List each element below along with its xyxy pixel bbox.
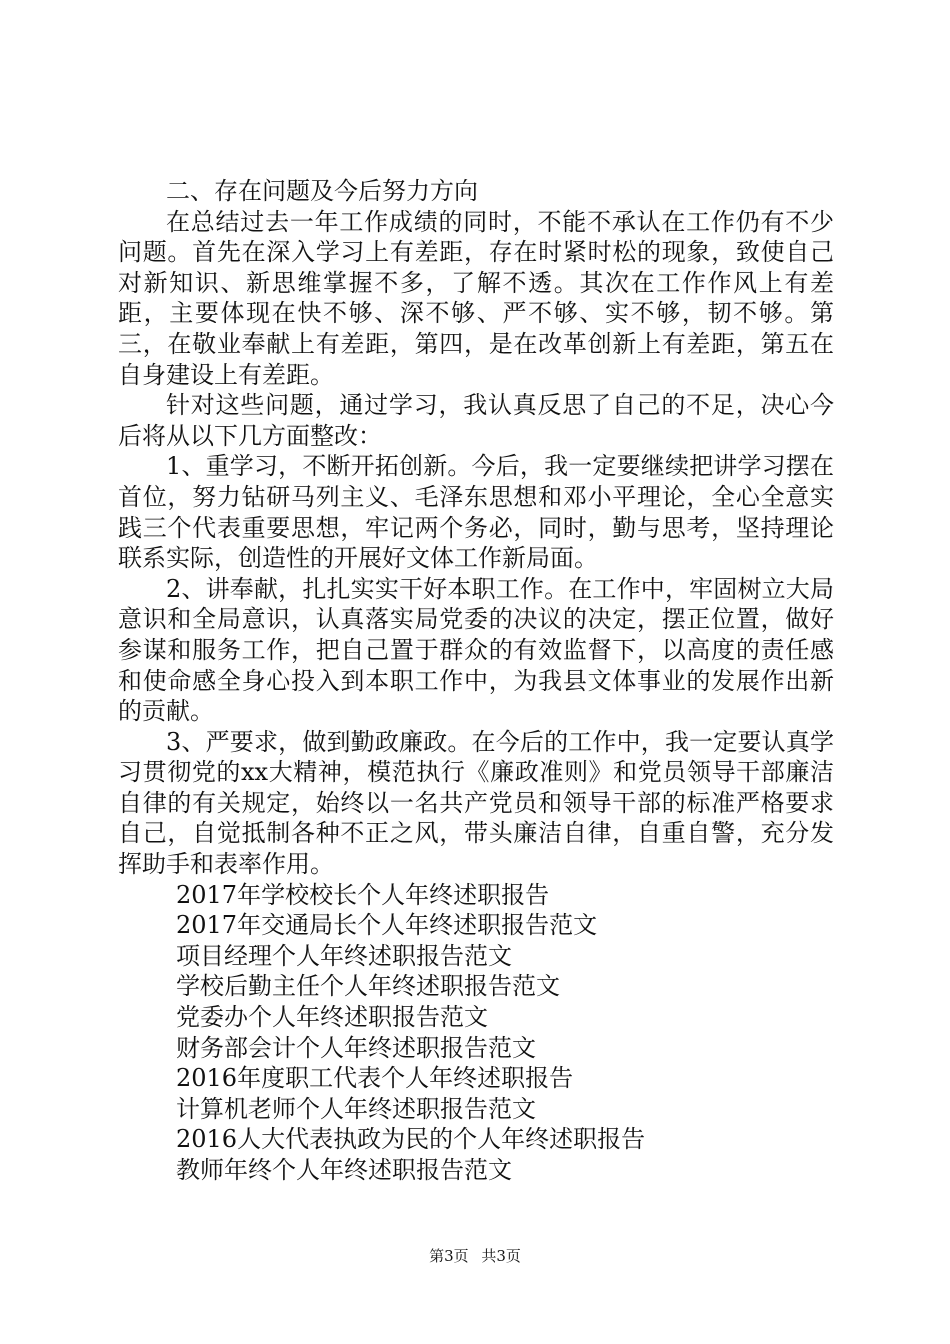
related-link[interactable]: 学校后勤主任个人年终述职报告范文 <box>176 972 560 1001</box>
document-body <box>118 176 834 1186</box>
related-link[interactable]: 2016年度职工代表个人年终述职报告 <box>176 1064 574 1093</box>
paragraph-problems: 在总结过去一年工作成绩的同时，不能不承认在工作仍有不少问题。首先在深入学习上有差距，存在时紧时松的现象，致使自己对新知识、新思维掌握不多，了解不透。其次在工作作风上有差距，主要体现在快不够、深不够、严不够、实不够，韧不够。第三，在敬业奉献上有差距，第四，是在改革创新上有差距，第五在自身建设上有差距。 <box>118 207 834 389</box>
related-link[interactable]: 2016人大代表执政为民的个人年终述职报告 <box>176 1125 646 1154</box>
related-link[interactable]: 计算机老师个人年终述职报告范文 <box>176 1094 536 1123</box>
related-link[interactable]: 财务部会计个人年终述职报告范文 <box>176 1033 536 1062</box>
related-link[interactable]: 教师年终个人年终述职报告范文 <box>176 1156 512 1184</box>
paragraph-dedication: 2、讲奉献，扎扎实实干好本职工作。在工作中，牢固树立大局意识和全局意识，认真落实局党委的决议的决定，摆正位置，做好参谋和服务工作，把自己置于群众的有效监督下，以高度的责任感和使命感全身心投入到本职工作中，为我县文体事业的发展作出新的贡献。 <box>118 574 834 726</box>
page-number-total: 共3页 <box>481 1247 521 1265</box>
related-links-list <box>118 880 834 1186</box>
paragraph-reflection: 针对这些问题，通过学习，我认真反思了自己的不足，决心今后将从以下几方面整改： <box>118 391 834 450</box>
page-footer <box>0 1246 950 1266</box>
section-heading: 二、存在问题及今后努力方向 <box>166 177 478 205</box>
related-link[interactable]: 党委办个人年终述职报告范文 <box>176 1003 488 1032</box>
related-link[interactable]: 2017年学校校长个人年终述职报告 <box>176 880 550 909</box>
related-link[interactable]: 项目经理个人年终述职报告范文 <box>176 941 512 970</box>
page-number-current: 第3页 <box>429 1247 469 1265</box>
related-link[interactable]: 2017年交通局长个人年终述职报告范文 <box>176 911 598 940</box>
paragraph-integrity: 3、严要求，做到勤政廉政。在今后的工作中，我一定要认真学习贯彻党的xx大精神，模范执行《廉政准则》和党员领导干部廉洁自律的有关规定，始终以一名共产党员和领导干部的标准严格要求自己，自觉抵制各种不正之风，带头廉洁自律，自重自警，充分发挥助手和表率作用。 <box>118 727 834 879</box>
paragraph-study: 1、重学习，不断开拓创新。今后，我一定要继续把讲学习摆在首位，努力钻研马列主义、毛泽东思想和邓小平理论，全心全意实践三个代表重要思想，牢记两个务必，同时，勤与思考，坚持理论联系实际，创造性的开展好文体工作新局面。 <box>118 452 834 573</box>
